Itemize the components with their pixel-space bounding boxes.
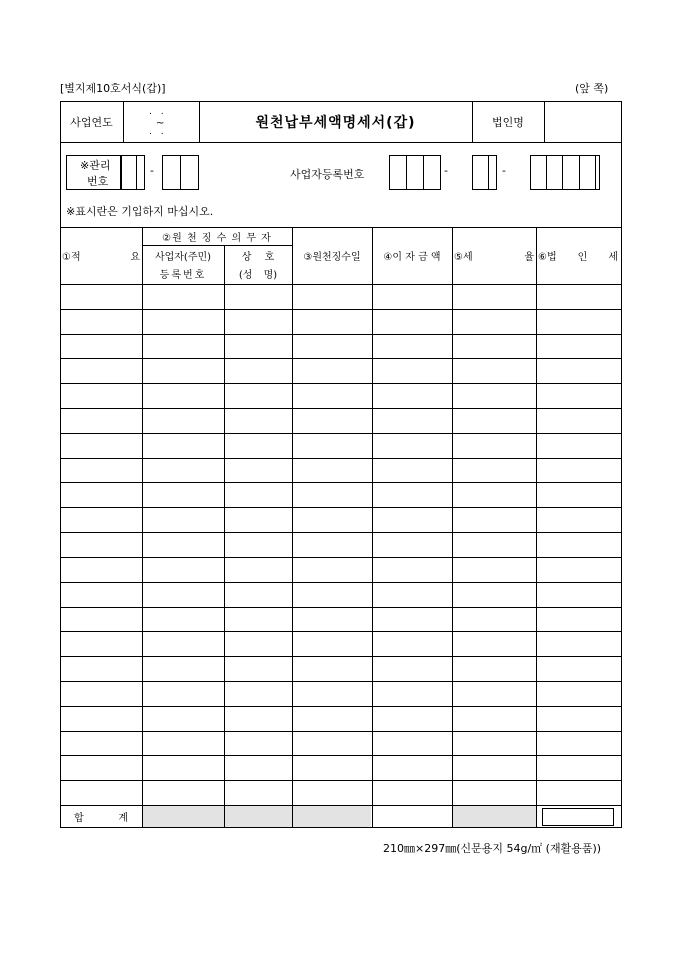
year-end-dots: . . bbox=[149, 127, 167, 137]
year-tilde: ~ bbox=[156, 118, 165, 129]
biz-reg-digit-9[interactable] bbox=[579, 155, 596, 190]
table-row bbox=[60, 607, 622, 608]
total-corporate-tax-field[interactable] bbox=[542, 808, 614, 826]
biz-reg-digit-2[interactable] bbox=[406, 155, 424, 190]
mgmt-no-dash: - bbox=[150, 164, 154, 177]
col-header-trade-name bbox=[224, 245, 292, 284]
table-row bbox=[60, 507, 622, 508]
table-row bbox=[60, 309, 622, 310]
table-row bbox=[60, 383, 622, 384]
mgmt-no-label-line2: 번호 bbox=[87, 175, 109, 188]
col-header-interest-amount: ④이 자 금 액 bbox=[383, 252, 441, 263]
table-row bbox=[60, 706, 622, 707]
paper-spec-footer: 210㎜×297㎜(신문용지 54g/㎡ (재활용품)) bbox=[383, 842, 602, 855]
table-header-bottom bbox=[60, 284, 622, 285]
table-row bbox=[60, 532, 622, 533]
table-row bbox=[60, 334, 622, 335]
business-year-field[interactable] bbox=[123, 101, 199, 142]
biz-reg-digit-3[interactable] bbox=[423, 155, 441, 190]
mgmt-no-digit-2[interactable] bbox=[136, 155, 145, 190]
biz-reg-label: 사업자등록번호 bbox=[290, 168, 365, 181]
form-code: [별지제10호서식(갑)] bbox=[60, 82, 166, 95]
col5-label-b: 율 bbox=[524, 252, 534, 263]
col-line-6 bbox=[536, 227, 537, 828]
total-gray-left bbox=[143, 805, 371, 827]
biz-reg-digit-10[interactable] bbox=[595, 155, 600, 190]
mgmt-no-label-line1: ※관리 bbox=[80, 159, 111, 172]
col-header-withholder: ②원 천 징 수 의 무 자 bbox=[162, 232, 272, 244]
col-header-corporate-tax bbox=[538, 227, 618, 284]
col-line-1 bbox=[142, 227, 143, 828]
mgmt-no-digit-3[interactable] bbox=[162, 155, 181, 190]
col6-label-b: 인 bbox=[577, 252, 588, 263]
col-line-3 bbox=[292, 227, 293, 828]
corp-name-label: 법인명 bbox=[492, 115, 524, 129]
col2b-line1: 상 호 bbox=[241, 252, 275, 263]
biz-reg-digit-4[interactable] bbox=[472, 155, 489, 190]
notice-text: ※표시란은 기입하지 마십시오. bbox=[66, 205, 214, 218]
biz-reg-digit-8[interactable] bbox=[562, 155, 580, 190]
col-line-5 bbox=[452, 227, 453, 828]
table-row bbox=[60, 780, 622, 781]
mgmt-no-digit-1[interactable] bbox=[121, 155, 137, 190]
total-label bbox=[74, 805, 128, 827]
col-header-reg-no bbox=[142, 245, 224, 284]
col-line-2 bbox=[224, 245, 225, 828]
col-header-summary bbox=[62, 227, 140, 284]
col-header-withholding-date: ③원천징수일 bbox=[303, 252, 361, 263]
table-row bbox=[60, 681, 622, 682]
col2b-line2: (성 명) bbox=[238, 270, 278, 281]
col2a-line2: 등록번호 bbox=[159, 270, 207, 281]
total-interest-field[interactable] bbox=[372, 805, 452, 827]
col5-label-a: ⑤세 bbox=[454, 252, 473, 263]
total-top-line bbox=[60, 805, 622, 806]
table-row bbox=[60, 755, 622, 756]
biz-reg-digit-5[interactable] bbox=[488, 155, 497, 190]
biz-reg-digit-6[interactable] bbox=[530, 155, 547, 190]
page-side-label: (앞 쪽) bbox=[575, 82, 609, 95]
col1-label-b: 요 bbox=[130, 252, 140, 263]
col6-label-c: 세 bbox=[608, 252, 618, 263]
table-row bbox=[60, 433, 622, 434]
biz-reg-digit-7[interactable] bbox=[546, 155, 563, 190]
total-label-b: 계 bbox=[118, 812, 128, 824]
table-row bbox=[60, 582, 622, 583]
form-title: 원천납부세액명세서(갑) bbox=[255, 114, 416, 131]
biz-reg-dash-2: - bbox=[502, 164, 506, 177]
table-row bbox=[60, 458, 622, 459]
table-row bbox=[60, 358, 622, 359]
table-row bbox=[60, 731, 622, 732]
total-gray-right bbox=[453, 805, 536, 827]
corp-name-field[interactable] bbox=[544, 101, 622, 142]
total-label-a: 합 bbox=[74, 812, 84, 824]
table-row bbox=[60, 656, 622, 657]
mgmt-no-digit-4[interactable] bbox=[180, 155, 199, 190]
col1-label-a: ①적 bbox=[62, 252, 81, 263]
biz-reg-digit-1[interactable] bbox=[389, 155, 407, 190]
table-row bbox=[60, 408, 622, 409]
col6-label-a: ⑥법 bbox=[538, 252, 557, 263]
header-divider bbox=[60, 142, 622, 143]
col-header-tax-rate bbox=[454, 227, 534, 284]
table-row bbox=[60, 631, 622, 632]
table-row bbox=[60, 557, 622, 558]
table-row bbox=[60, 482, 622, 483]
col2a-line1: 사업자(주민) bbox=[154, 252, 212, 263]
biz-reg-dash-1: - bbox=[444, 164, 448, 177]
year-start-dots: . . bbox=[149, 107, 167, 117]
business-year-label: 사업연도 bbox=[70, 115, 113, 129]
col-line-4 bbox=[372, 227, 373, 828]
